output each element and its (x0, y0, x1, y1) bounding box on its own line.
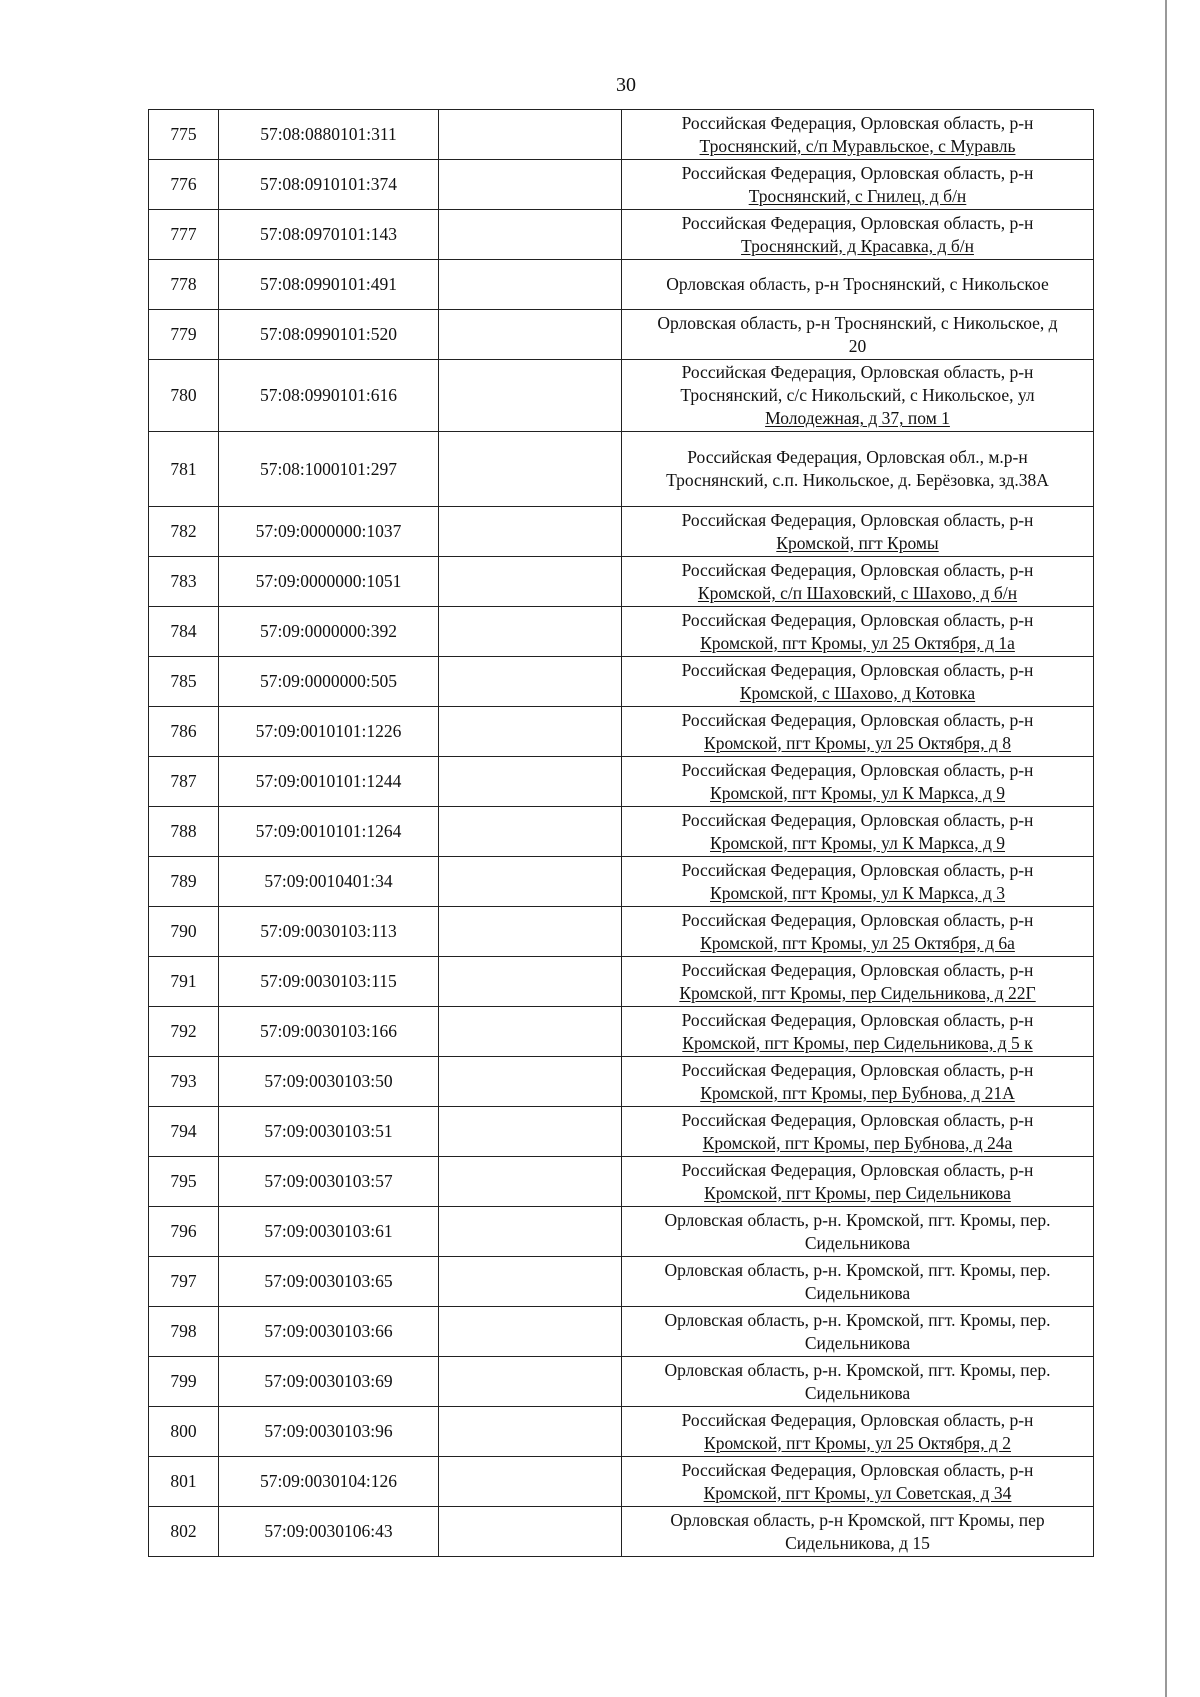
row-number: 789 (149, 857, 219, 907)
address-line: Российская Федерация, Орловская область, р-н (681, 1059, 1034, 1080)
address-line: Орловская область, р-н. Кромской, пгт. Кромы, пер. (664, 1259, 1051, 1280)
address-line: Российская Федерация, Орловская область, р-н (681, 1459, 1034, 1480)
table-row (149, 260, 1094, 310)
address-line: Кромской, с Шахово, д Котовка (739, 682, 976, 703)
table-row (149, 1407, 1094, 1457)
page-number: 30 (616, 74, 636, 96)
row-number: 794 (149, 1107, 219, 1157)
address-line: Российская Федерация, Орловская область, р-н (681, 609, 1034, 630)
table-row (149, 310, 1094, 360)
table-row (149, 360, 1094, 432)
address-line: Кромской, пгт Кромы, пер Бубнова, д 21А (700, 1082, 1015, 1103)
empty-cell (439, 907, 622, 957)
address-cell (622, 432, 1094, 507)
table-row (149, 1057, 1094, 1107)
address-line: Кромской, пгт Кромы, ул К Маркса, д 9 (710, 832, 1005, 853)
address-cell (622, 1407, 1094, 1457)
empty-cell (439, 1207, 622, 1257)
address-cell (622, 507, 1094, 557)
cadastral-number: 57:09:0030103:61 (219, 1207, 439, 1257)
empty-cell (439, 160, 622, 210)
address-cell (622, 757, 1094, 807)
address-line: Кромской, пгт Кромы, пер Бубнова, д 24а (702, 1132, 1013, 1153)
empty-cell (439, 807, 622, 857)
address-line: Российская Федерация, Орловская область, р-н (681, 709, 1034, 730)
empty-cell (439, 110, 622, 160)
address-line: Кромской, пгт Кромы, пер Сидельникова, д 5 к (682, 1032, 1033, 1053)
address-cell (622, 807, 1094, 857)
empty-cell (439, 1257, 622, 1307)
address-line: Сидельникова (804, 1382, 911, 1403)
table-row (149, 857, 1094, 907)
table-row (149, 507, 1094, 557)
address-line: Кромской, с/п Шаховский, с Шахово, д б/н (697, 582, 1018, 603)
table-row (149, 1457, 1094, 1507)
table-row (149, 432, 1094, 507)
table-row (149, 657, 1094, 707)
address-cell (622, 1357, 1094, 1407)
address-cell (622, 1257, 1094, 1307)
address-cell (622, 907, 1094, 957)
cadastral-number: 57:09:0010101:1226 (219, 707, 439, 757)
row-number: 802 (149, 1507, 219, 1557)
address-line: Кромской, пгт Кромы, пер Сидельникова, д 22Г (679, 982, 1036, 1003)
empty-cell (439, 1007, 622, 1057)
row-number: 777 (149, 210, 219, 260)
row-number: 782 (149, 507, 219, 557)
address-line: Сидельникова (804, 1282, 911, 1303)
row-number: 795 (149, 1157, 219, 1207)
empty-cell (439, 657, 622, 707)
row-number: 776 (149, 160, 219, 210)
cadastral-number: 57:09:0030104:126 (219, 1457, 439, 1507)
address-line: Кромской, пгт Кромы, ул Советская, д 34 (703, 1482, 1012, 1503)
cadastral-number: 57:09:0030106:43 (219, 1507, 439, 1557)
row-number: 798 (149, 1307, 219, 1357)
address-cell (622, 160, 1094, 210)
address-cell (622, 310, 1094, 360)
address-line: Российская Федерация, Орловская область, р-н (681, 1009, 1034, 1030)
cadastral-number: 57:09:0010101:1244 (219, 757, 439, 807)
address-cell (622, 360, 1094, 432)
table-row (149, 807, 1094, 857)
row-number: 791 (149, 957, 219, 1007)
address-cell (622, 557, 1094, 607)
address-line: Российская Федерация, Орловская область, р-н (681, 1109, 1034, 1130)
empty-cell (439, 957, 622, 1007)
address-line: Орловская область, р-н Троснянский, с Никольское (666, 274, 1049, 294)
address-line: Кромской, пгт Кромы, пер Сидельникова (704, 1182, 1011, 1203)
empty-cell (439, 432, 622, 507)
table-row (149, 1257, 1094, 1307)
table-row (149, 1507, 1094, 1557)
empty-cell (439, 1307, 622, 1357)
empty-cell (439, 557, 622, 607)
address-line: Троснянский, с/с Никольский, с Никольское, ул (680, 385, 1035, 405)
table-row (149, 1307, 1094, 1357)
empty-cell (439, 707, 622, 757)
row-number: 801 (149, 1457, 219, 1507)
address-line: Орловская область, р-н Троснянский, с Никольское, д (657, 312, 1058, 333)
address-line: Российская Федерация, Орловская область, р-н (681, 509, 1034, 530)
address-cell (622, 957, 1094, 1007)
row-number: 778 (149, 260, 219, 310)
cadastral-number: 57:09:0030103:96 (219, 1407, 439, 1457)
row-number: 780 (149, 360, 219, 432)
row-number: 775 (149, 110, 219, 160)
address-line: Орловская область, р-н Кромской, пгт Кромы, пер (670, 1509, 1045, 1530)
table-row (149, 557, 1094, 607)
address-line: Молодежная, д 37, пом 1 (765, 408, 950, 428)
row-number: 792 (149, 1007, 219, 1057)
address-cell (622, 1057, 1094, 1107)
address-line: Российская Федерация, Орловская область, р-н (681, 362, 1034, 382)
address-line: Троснянский, д Красавка, д б/н (741, 235, 974, 256)
address-line: Сидельникова (804, 1332, 911, 1353)
table-row (149, 1007, 1094, 1057)
address-cell (622, 607, 1094, 657)
address-line: Орловская область, р-н. Кромской, пгт. Кромы, пер. (664, 1209, 1051, 1230)
empty-cell (439, 1357, 622, 1407)
address-line: Российская Федерация, Орловская область, р-н (681, 859, 1034, 880)
cadastral-number: 57:08:0880101:311 (219, 110, 439, 160)
empty-cell (439, 310, 622, 360)
address-line: Троснянский, с.п. Никольское, д. Берёзовка, зд.38А (666, 470, 1049, 490)
property-registry-table (148, 109, 1094, 1557)
address-line: Кромской, пгт Кромы, ул К Маркса, д 9 (710, 782, 1005, 803)
row-number: 800 (149, 1407, 219, 1457)
address-line: Российская Федерация, Орловская область, р-н (681, 112, 1034, 133)
table-row (149, 907, 1094, 957)
row-number: 787 (149, 757, 219, 807)
address-line: 20 (848, 335, 867, 356)
cadastral-number: 57:09:0030103:57 (219, 1157, 439, 1207)
address-line: Кромской, пгт Кромы, ул 25 Октября, д 6а (700, 932, 1015, 953)
address-line: Российская Федерация, Орловская область, р-н (681, 1159, 1034, 1180)
address-line: Кромской, пгт Кромы (776, 532, 939, 553)
empty-cell (439, 1157, 622, 1207)
row-number: 783 (149, 557, 219, 607)
table-body (149, 110, 1094, 1557)
address-line: Кромской, пгт Кромы, ул 25 Октября, д 2 (704, 1432, 1011, 1453)
address-cell (622, 707, 1094, 757)
row-number: 779 (149, 310, 219, 360)
table-row (149, 1157, 1094, 1207)
cadastral-number: 57:09:0010101:1264 (219, 807, 439, 857)
table-row (149, 110, 1094, 160)
address-line: Российская Федерация, Орловская область, р-н (681, 212, 1034, 233)
empty-cell (439, 1457, 622, 1507)
empty-cell (439, 1507, 622, 1557)
page-edge-line (1165, 0, 1167, 1697)
address-cell (622, 1157, 1094, 1207)
row-number: 786 (149, 707, 219, 757)
address-cell (622, 1207, 1094, 1257)
cadastral-number: 57:09:0000000:392 (219, 607, 439, 657)
cadastral-number: 57:09:0030103:50 (219, 1057, 439, 1107)
address-line: Российская Федерация, Орловская область, р-н (681, 909, 1034, 930)
cadastral-number: 57:08:0970101:143 (219, 210, 439, 260)
empty-cell (439, 507, 622, 557)
address-line: Российская Федерация, Орловская область, р-н (681, 162, 1034, 183)
table-row (149, 1357, 1094, 1407)
address-line: Кромской, пгт Кромы, ул 25 Октября, д 1а (700, 632, 1015, 653)
address-line: Кромской, пгт Кромы, ул 25 Октября, д 8 (704, 732, 1011, 753)
empty-cell (439, 757, 622, 807)
address-cell (622, 1107, 1094, 1157)
cadastral-number: 57:09:0030103:115 (219, 957, 439, 1007)
table-row (149, 160, 1094, 210)
table-row (149, 1207, 1094, 1257)
cadastral-number: 57:08:1000101:297 (219, 432, 439, 507)
row-number: 788 (149, 807, 219, 857)
address-cell (622, 1307, 1094, 1357)
address-cell (622, 1457, 1094, 1507)
address-cell (622, 657, 1094, 707)
cadastral-number: 57:09:0000000:505 (219, 657, 439, 707)
empty-cell (439, 360, 622, 432)
address-line: Орловская область, р-н. Кромской, пгт. Кромы, пер. (664, 1309, 1051, 1330)
address-line: Российская Федерация, Орловская обл., м.р-н (687, 447, 1028, 467)
cadastral-number: 57:08:0990101:520 (219, 310, 439, 360)
address-cell (622, 857, 1094, 907)
cadastral-number: 57:09:0030103:113 (219, 907, 439, 957)
address-line: Сидельникова, д 15 (785, 1532, 930, 1553)
table-row (149, 1107, 1094, 1157)
cadastral-number: 57:09:0000000:1037 (219, 507, 439, 557)
row-number: 781 (149, 432, 219, 507)
address-line: Российская Федерация, Орловская область, р-н (681, 559, 1034, 580)
cadastral-number: 57:09:0030103:51 (219, 1107, 439, 1157)
address-cell (622, 1507, 1094, 1557)
row-number: 793 (149, 1057, 219, 1107)
address-line: Российская Федерация, Орловская область, р-н (681, 759, 1034, 780)
address-line: Троснянский, с Гнилец, д б/н (748, 185, 967, 206)
row-number: 797 (149, 1257, 219, 1307)
address-line: Троснянский, с/п Муравльское, с Муравль (699, 135, 1016, 156)
empty-cell (439, 1107, 622, 1157)
address-line: Российская Федерация, Орловская область, р-н (681, 1409, 1034, 1430)
row-number: 784 (149, 607, 219, 657)
address-cell (622, 1007, 1094, 1057)
empty-cell (439, 210, 622, 260)
address-line: Орловская область, р-н. Кромской, пгт. Кромы, пер. (664, 1359, 1051, 1380)
address-cell (622, 210, 1094, 260)
cadastral-number: 57:08:0990101:616 (219, 360, 439, 432)
table-row (149, 210, 1094, 260)
address-line: Российская Федерация, Орловская область, р-н (681, 959, 1034, 980)
address-line: Сидельникова (804, 1232, 911, 1253)
row-number: 790 (149, 907, 219, 957)
address-cell (622, 260, 1094, 310)
cadastral-number: 57:09:0000000:1051 (219, 557, 439, 607)
empty-cell (439, 857, 622, 907)
address-line: Российская Федерация, Орловская область, р-н (681, 659, 1034, 680)
address-cell (622, 110, 1094, 160)
cadastral-number: 57:09:0030103:65 (219, 1257, 439, 1307)
empty-cell (439, 260, 622, 310)
cadastral-number: 57:09:0030103:166 (219, 1007, 439, 1057)
empty-cell (439, 607, 622, 657)
row-number: 796 (149, 1207, 219, 1257)
empty-cell (439, 1407, 622, 1457)
address-line: Российская Федерация, Орловская область, р-н (681, 809, 1034, 830)
address-line: Кромской, пгт Кромы, ул К Маркса, д 3 (710, 882, 1005, 903)
row-number: 799 (149, 1357, 219, 1407)
table-row (149, 707, 1094, 757)
empty-cell (439, 1057, 622, 1107)
table-row (149, 957, 1094, 1007)
cadastral-number: 57:09:0030103:69 (219, 1357, 439, 1407)
row-number: 785 (149, 657, 219, 707)
cadastral-number: 57:09:0030103:66 (219, 1307, 439, 1357)
table-row (149, 757, 1094, 807)
cadastral-number: 57:09:0010401:34 (219, 857, 439, 907)
cadastral-number: 57:08:0910101:374 (219, 160, 439, 210)
table-row (149, 607, 1094, 657)
cadastral-number: 57:08:0990101:491 (219, 260, 439, 310)
